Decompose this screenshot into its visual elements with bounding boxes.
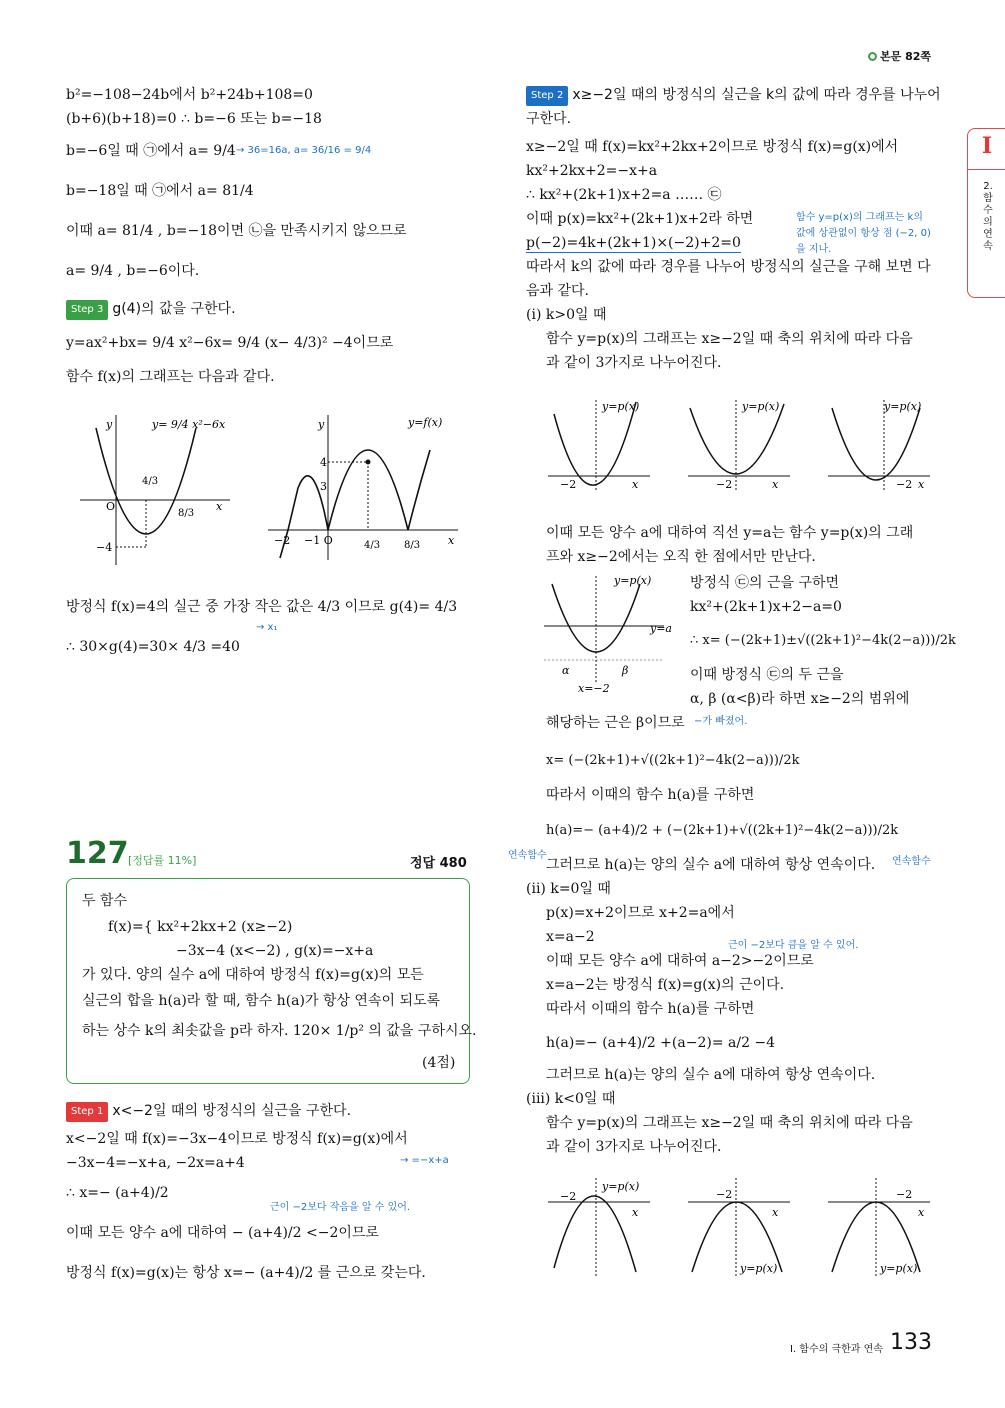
case3-title: (iii) k<0일 때: [526, 1091, 616, 1107]
case1-line-m: h(a)=− (a+4)/2 + (−(2k+1)+√((2k+1)²−4k(2−a)))/2k: [546, 823, 899, 838]
step2-title-2: 구한다.: [526, 111, 572, 127]
note-p-3: 을 지나.: [796, 244, 832, 255]
step2-title: x≥−2일 때의 방정식의 실근을 k의 값에 따라 경우를 나누어: [572, 87, 941, 103]
svg-text:x: x: [772, 1206, 779, 1219]
right-line-6: 따라서 k의 값에 따라 경우를 나누어 방정식의 실근을 구해 보면 다: [526, 259, 931, 275]
graph-c: [828, 400, 930, 492]
step1-line-1: x<−2일 때 f(x)=−3x−4이므로 방정식 f(x)=g(x)에서: [66, 1131, 408, 1147]
problem-number: 127: [66, 836, 129, 871]
svg-text:x: x: [918, 1206, 925, 1219]
beta-label: β: [622, 664, 629, 677]
case1-graphs: [540, 392, 940, 502]
page-reference: [868, 48, 931, 64]
right-line-5: p(−2)=4k+(2k+1)×(−2)+2=0: [526, 235, 741, 251]
case3-line-b: 과 같이 3가지로 나누어진다.: [546, 1139, 722, 1155]
case2-line-f: h(a)=− (a+4)/2 +(a−2)= a/2 −4: [546, 1035, 776, 1051]
graph-f: [828, 1178, 930, 1276]
note-36: → 36=16a, a= 36/16 = 9/4: [236, 145, 372, 156]
case1-line-n: 그러므로 h(a)는 양의 실수 a에 대하여 항상 연속이다.: [546, 857, 876, 873]
right-line-3: ∴ kx²+(2k+1)x+2=a …… ㉢: [526, 187, 722, 203]
problem-line-1: 두 함수: [82, 893, 128, 909]
step3-header: [66, 300, 236, 320]
right-line-1: x≥−2일 때 f(x)=kx²+2kx+2이므로 방정식 f(x)=g(x)에서: [526, 139, 899, 155]
case1-line-h: 이때 방정식 ㉢의 두 근을: [690, 667, 844, 683]
graph-fx: [268, 410, 468, 570]
note-cont-right: 연속함수: [892, 856, 931, 867]
tick-neg2: −2: [274, 534, 291, 547]
chapter-tab: [967, 128, 1005, 298]
graph-b-label: y=p(x): [742, 400, 780, 413]
graph-e-label: y=p(x): [740, 1262, 778, 1275]
y-eq-a: y=a: [650, 622, 672, 635]
problem-points: (4점): [422, 1055, 456, 1071]
left-line-10: ∴ 30×g(4)=30× 4/3 =40: [66, 639, 240, 655]
root-graph: [540, 570, 680, 700]
step1-line-4: 이때 모든 양수 a에 대하여 − (a+4)/2 <−2이므로: [66, 1225, 379, 1241]
y-label: y: [318, 418, 325, 431]
left-line-4: b=−18일 때 ㉠에서 a= 81/4: [66, 183, 254, 199]
left-line-3: b=−6일 때 ㉠에서 a= 9/4: [66, 143, 236, 159]
case3-line-a: 함수 y=p(x)의 그래프는 x≥−2일 때 축의 위치에 따라 다음: [546, 1115, 913, 1131]
step3-title: g(4)의 값을 구한다.: [112, 301, 236, 317]
page-number: 133: [890, 1330, 932, 1355]
tab-divider: [968, 169, 1005, 170]
graph2-title: y=f(x): [408, 416, 443, 429]
step3-badge: Step 3: [66, 300, 108, 320]
right-line-7: 음과 같다.: [526, 283, 589, 299]
svg-text:x: x: [632, 478, 639, 491]
tick-8-3: 8/3: [404, 540, 421, 551]
case1-line-d: 프와 x≥−2에서는 오직 한 점에서만 만난다.: [546, 549, 816, 565]
case1-line-e: 방정식 ㉢의 근을 구하면: [690, 575, 840, 591]
vertex-x-label: 4/3: [142, 476, 159, 487]
case1-line-g: ∴ x= (−(2k+1)±√((2k+1)²−4k(2−a)))/2k: [690, 633, 956, 648]
step1-line-5: 방정식 f(x)=g(x)는 항상 x=− (a+4)/2 를 근으로 갖는다.: [66, 1265, 426, 1281]
graph-c-label: y=p(x): [884, 400, 922, 413]
svg-text:−2: −2: [716, 1188, 733, 1201]
note-gx: → =−x+a: [400, 1155, 449, 1166]
xneg2-label: x=−2: [578, 682, 610, 695]
case2-line-a: p(x)=x+2이므로 x+2=a에서: [546, 905, 735, 921]
problem-rate: [정답률 11%]: [128, 854, 197, 867]
note-p-2: 값에 상관없이 항상 점 (−2, 0): [796, 228, 931, 239]
case1-line-k: x= (−(2k+1)+√((2k+1)²−4k(2−a)))/2k: [546, 753, 800, 768]
graph-a-label: y=p(x): [602, 400, 640, 413]
right-line-4: 이때 p(x)=kx²+(2k+1)x+2라 하면: [526, 211, 754, 227]
problem-answer: 정답 480: [410, 856, 467, 871]
tick-neg1: −1 O: [304, 534, 333, 547]
case2-line-b: x=a−2: [546, 929, 595, 945]
left-line-7: y=ax²+bx= 9/4 x²−6x= 9/4 (x− 4/3)² −4이므로: [66, 335, 394, 351]
note-greater: 근이 −2보다 큼을 알 수 있어.: [728, 940, 859, 951]
step2-header: [526, 86, 941, 106]
root-graph-label: y=p(x): [614, 574, 652, 587]
problem-line-3: 가 있다. 양의 실수 a에 대하여 방정식 f(x)=g(x)의 모든: [82, 967, 424, 983]
problem-line-5: 하는 상수 k의 최솟값을 p라 하자. 120× 1/p² 의 값을 구하시오.: [82, 1023, 477, 1039]
tick-4: 4: [320, 456, 327, 469]
graph-d-label: y=p(x): [602, 1180, 640, 1193]
case1-line-i: α, β (α<β)라 하면 x≥−2의 범위에: [690, 691, 910, 707]
chapter-roman: I: [981, 133, 993, 159]
problem-line-2a: f(x)={ kx²+2kx+2 (x≥−2): [108, 919, 293, 935]
left-line-6: a= 9/4 , b=−6이다.: [66, 263, 200, 279]
step1-line-2: −3x−4=−x+a, −2x=a+4: [66, 1155, 245, 1171]
step1-line-3: ∴ x=− (a+4)/2: [66, 1185, 169, 1201]
case2-line-g: 그러므로 h(a)는 양의 실수 a에 대하여 항상 연속이다.: [546, 1067, 876, 1083]
graph-parabola: [80, 410, 240, 570]
tick-4-3: 4/3: [364, 540, 381, 551]
graph-d: [548, 1178, 650, 1276]
alpha-label: α: [562, 664, 570, 677]
svg-text:x: x: [918, 478, 925, 491]
case1-line-a: 함수 y=p(x)의 그래프는 x≥−2일 때 축의 위치에 따라 다음: [546, 331, 913, 347]
note-cont-left: 연속함수: [508, 850, 547, 861]
case2-line-c: 이때 모든 양수 a에 대하여 a−2>−2이므로: [546, 953, 814, 969]
problem-line-2b: −3x−4 (x<−2) , g(x)=−x+a: [176, 943, 374, 959]
left-line-8: 함수 f(x)의 그래프는 다음과 같다.: [66, 369, 275, 385]
left-line-1: b²=−108−24b에서 b²+24b+108=0: [66, 87, 313, 103]
root-label: 8/3: [178, 508, 195, 519]
page-reference-text: 본문 82쪽: [880, 50, 932, 63]
circle-icon: [868, 52, 877, 61]
svg-text:−2: −2: [716, 478, 733, 491]
graph-e: [688, 1178, 790, 1276]
svg-text:−2: −2: [560, 478, 577, 491]
svg-text:−2: −2: [896, 478, 913, 491]
case3-graphs: [540, 1172, 940, 1282]
left-line-9: 방정식 f(x)=4의 실근 중 가장 작은 값은 4/3 이므로 g(4)= 4/3: [66, 599, 458, 615]
note-less-than: 근이 −2보다 작음을 알 수 있어.: [270, 1202, 411, 1213]
fx-right-part: [408, 450, 430, 530]
y-label: y: [106, 418, 113, 431]
case2-line-d: x=a−2는 방정식 f(x)=g(x)의 근이다.: [546, 977, 785, 993]
x-label: x: [216, 500, 223, 513]
left-line-5: 이때 a= 81/4 , b=−18이면 ㉡을 만족시키지 않으므로: [66, 223, 407, 239]
graph-a: [548, 400, 650, 492]
max-point: [366, 460, 371, 465]
step1-badge: Step 1: [66, 1102, 108, 1122]
graph1-title: y= 9/4 x²−6x: [152, 418, 226, 431]
right-line-2: kx²+2kx+2=−x+a: [526, 163, 658, 179]
case1-title: (i) k>0일 때: [526, 307, 607, 323]
case2-title: (ii) k=0일 때: [526, 881, 611, 897]
case1-line-c: 이때 모든 양수 a에 대하여 직선 y=a는 함수 y=p(x)의 그래: [546, 525, 914, 541]
step2-badge: Step 2: [526, 86, 568, 106]
case1-line-j: 해당하는 근은 β이므로: [546, 715, 685, 731]
case1-line-l: 따라서 이때의 함수 h(a)를 구하면: [546, 787, 755, 803]
case2-line-e: 따라서 이때의 함수 h(a)를 구하면: [546, 1001, 755, 1017]
note-x1: → x₁: [256, 622, 278, 633]
step1-title: x<−2일 때의 방정식의 실근을 구한다.: [112, 1103, 352, 1119]
origin-label: O: [106, 500, 116, 513]
note-minus: −가 빠졌어.: [694, 716, 748, 727]
svg-text:x: x: [772, 478, 779, 491]
left-line-2: (b+6)(b+18)=0 ∴ b=−6 또는 b=−18: [66, 111, 322, 127]
tick-3: 3: [320, 480, 327, 493]
problem-line-4: 실근의 합을 h(a)라 할 때, 함수 h(a)가 항상 연속이 되도록: [82, 993, 441, 1009]
svg-text:x: x: [632, 1206, 639, 1219]
svg-text:−2: −2: [896, 1188, 913, 1201]
step1-header: [66, 1102, 351, 1122]
case1-line-b: 과 같이 3가지로 나누어진다.: [546, 355, 722, 371]
case1-line-f: kx²+(2k+1)x+2−a=0: [690, 599, 842, 615]
min-label: −4: [96, 541, 113, 554]
section-label: 2.함수의연속: [983, 181, 993, 252]
footer-chapter: I. 함수의 극한과 연속: [790, 1344, 883, 1355]
x-label: x: [448, 534, 455, 547]
graph-f-label: y=p(x): [880, 1262, 918, 1275]
note-p-1: 함수 y=p(x)의 그래프는 k의: [796, 212, 923, 223]
svg-text:−2: −2: [560, 1190, 577, 1203]
graph-b: [688, 400, 790, 492]
